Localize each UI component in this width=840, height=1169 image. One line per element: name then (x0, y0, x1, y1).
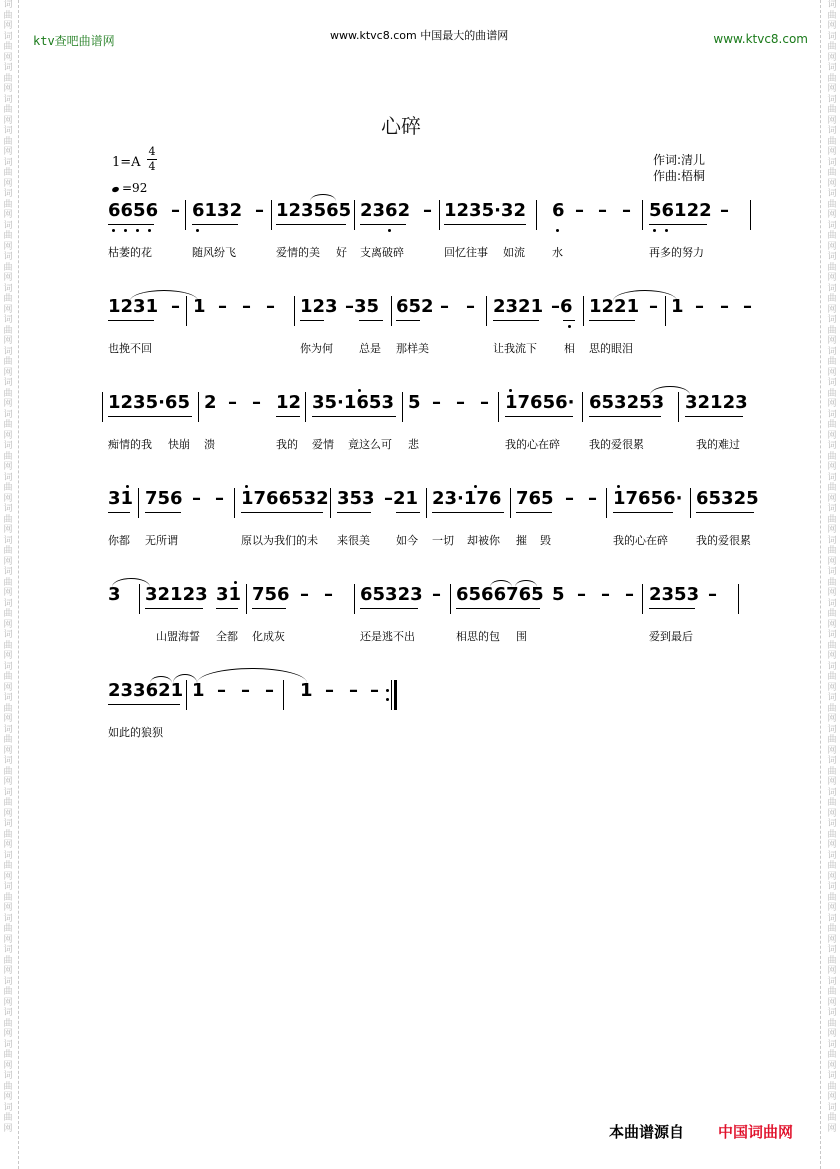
eighth-underline (505, 416, 573, 417)
lyric: 让我流下 (493, 342, 537, 355)
header-site-right[interactable]: www.ktvc8.com (713, 32, 808, 46)
lyric: 爱情的美 (276, 246, 320, 259)
note-group: 1221 (589, 296, 640, 317)
note-group: – (171, 200, 180, 221)
eighth-underline (276, 416, 300, 417)
right-dashed-rule (820, 0, 821, 1169)
bar-line (678, 392, 679, 422)
note-group: – (325, 680, 334, 701)
bar-line (583, 296, 584, 326)
lyric: 我的 (276, 438, 298, 451)
lyric: 竟这么可 (348, 438, 392, 451)
bar-line (354, 200, 355, 230)
lyric: 回忆往事 (444, 246, 488, 259)
low-octave-dot (136, 229, 139, 232)
lyric: 痴情的我 (108, 438, 152, 451)
eighth-underline (337, 512, 371, 513)
lyric: 我的心在碎 (505, 438, 560, 451)
eighth-underline (108, 320, 154, 321)
low-octave-dot (388, 229, 391, 232)
slur (310, 194, 336, 201)
bar-line (271, 200, 272, 230)
eighth-underline (312, 416, 396, 417)
note-group: 2321 (493, 296, 544, 317)
bar-line (439, 200, 440, 230)
note-group: 32123 (145, 584, 208, 605)
bar-line (305, 392, 306, 422)
composer: 作曲:梧桐 (653, 169, 706, 183)
low-octave-dot (568, 325, 571, 328)
note-group: – (432, 392, 441, 413)
note-group: – (622, 200, 631, 221)
lyric: 我的心在碎 (613, 534, 668, 547)
eighth-underline (563, 320, 575, 321)
eighth-underline (516, 512, 552, 513)
low-octave-dot (556, 229, 559, 232)
note-group: – (695, 296, 704, 317)
note-group: 2353 (649, 584, 700, 605)
bar-line (186, 680, 187, 710)
eighth-underline (685, 416, 743, 417)
bar-line (330, 488, 331, 518)
lyric: 我的爱很累 (589, 438, 644, 451)
eighth-underline (108, 224, 154, 225)
high-octave-dot (509, 389, 512, 392)
note-group: – (649, 296, 658, 317)
key-signature: 1=A (112, 155, 141, 170)
note-group: 1766532 (241, 488, 329, 509)
lyricist: 作词:清儿 (653, 153, 706, 167)
bar-line (750, 200, 751, 230)
tie (173, 674, 197, 683)
note-group: 123 (300, 296, 338, 317)
bar-line (642, 200, 643, 230)
lyric: 无所谓 (145, 534, 178, 547)
lyric: 原以为我们的未 (241, 534, 318, 547)
note-group: – (423, 200, 432, 221)
note-group: – (266, 296, 275, 317)
lyric: 如今 (396, 534, 418, 547)
note-group: 23·176 (432, 488, 502, 509)
side-watermark-right: 词曲网词曲网词曲网词曲网词曲网词曲网词曲网词曲网词曲网词曲网词曲网词曲网词曲网词曲网词曲网词曲网词曲网词曲网词曲网词曲网词曲网词曲网词曲网词曲网词曲网词曲网词曲网词曲网词曲网词曲网词曲网词曲网词曲网词曲网词曲网词曲网 (827, 0, 837, 1134)
note-group: – (743, 296, 752, 317)
note-group: –35 (345, 296, 380, 317)
lyric: 支离破碎 (360, 246, 404, 259)
low-octave-dot (665, 229, 668, 232)
note-group: 353 (337, 488, 375, 509)
tie (112, 578, 150, 587)
bar-line (139, 584, 140, 614)
note-group: 5 (552, 584, 565, 605)
lyric: 总是 (359, 342, 381, 355)
note-group: – (598, 200, 607, 221)
bar-line (582, 392, 583, 422)
high-octave-dot (126, 485, 129, 488)
low-octave-dot (196, 229, 199, 232)
eighth-underline (108, 512, 130, 513)
lyric: 围 (516, 630, 527, 643)
lyric: 也挽不回 (108, 342, 152, 355)
bar-line (246, 584, 247, 614)
high-octave-dot (245, 485, 248, 488)
note-group: 32123 (685, 392, 748, 413)
lyric: 我的爱很累 (696, 534, 751, 547)
bar-line (690, 488, 691, 518)
lyric: 却被你 (467, 534, 500, 547)
lyric: 那样美 (396, 342, 429, 355)
note-group: – (192, 488, 201, 509)
lyric: 还是逃不出 (360, 630, 415, 643)
left-dashed-rule (18, 0, 19, 1169)
note-group: 1 (193, 296, 206, 317)
final-bar-line-thin (391, 680, 392, 710)
footer-source-label: 本曲谱源自 (609, 1123, 685, 1141)
note-group: 756 (252, 584, 290, 605)
note-group: 123565 (276, 200, 352, 221)
time-bottom: 4 (148, 160, 156, 173)
bar-line (510, 488, 511, 518)
note-group: 5 (408, 392, 421, 413)
note-group: – (241, 680, 250, 701)
lyric: 来很美 (337, 534, 370, 547)
tie (130, 290, 198, 301)
lyric: 思的眼泪 (589, 342, 633, 355)
lyric: 再多的努力 (649, 246, 704, 259)
note-group: 1231 (108, 296, 159, 317)
tie (650, 386, 690, 395)
note-group: 31 (108, 488, 134, 509)
tempo-mark (112, 181, 147, 195)
side-watermark-left: 词曲网词曲网词曲网词曲网词曲网词曲网词曲网词曲网词曲网词曲网词曲网词曲网词曲网词曲网词曲网词曲网词曲网词曲网词曲网词曲网词曲网词曲网词曲网词曲网词曲网词曲网词曲网词曲网词曲网词曲网词曲网词曲网词曲网词曲网词曲网词曲网 (3, 0, 13, 1134)
note-group: – (300, 584, 309, 605)
note-group: 1235·65 (108, 392, 190, 413)
note-group: – (575, 200, 584, 221)
eighth-underline (252, 608, 286, 609)
lyric: 全都 (216, 630, 238, 643)
lyric: 水 (552, 246, 563, 259)
bar-line (536, 200, 537, 230)
note-group: 65323 (360, 584, 423, 605)
low-octave-dot (653, 229, 656, 232)
repeat-dot (386, 698, 389, 701)
lyric: 好 (336, 246, 347, 259)
note-group: 6566765 (456, 584, 544, 605)
note-group: – (720, 200, 729, 221)
lyric: 如流 (503, 246, 525, 259)
final-bar-line-thick (394, 680, 397, 710)
bar-line (283, 680, 284, 710)
time-top: 4 (148, 145, 156, 158)
note-group: – (440, 296, 449, 317)
eighth-underline (360, 224, 406, 225)
song-title: 心碎 (381, 114, 421, 138)
note-group: –21 (384, 488, 419, 509)
high-octave-dot (617, 485, 620, 488)
eighth-underline (276, 224, 346, 225)
footer-source-link[interactable]: 中国词曲网 (718, 1123, 794, 1141)
slur (490, 580, 512, 587)
note-group: – (324, 584, 333, 605)
note-group: – (252, 392, 261, 413)
lyric: 一切 (432, 534, 454, 547)
slur (515, 580, 537, 587)
eighth-underline (613, 512, 673, 513)
note-group: 1235·32 (444, 200, 526, 221)
note-group: – (708, 584, 717, 605)
high-octave-dot (358, 389, 361, 392)
bar-line (234, 488, 235, 518)
note-group: – (217, 680, 226, 701)
lyric: 如此的狼狈 (108, 726, 163, 739)
lyric: 你都 (108, 534, 130, 547)
lyric: 你为何 (300, 342, 333, 355)
eighth-underline (241, 512, 323, 513)
bar-line (450, 584, 451, 614)
note-group: 3 (108, 584, 121, 605)
bar-line (102, 392, 103, 422)
bar-line (294, 296, 295, 326)
lyric: 悲 (408, 438, 419, 451)
bar-line (354, 584, 355, 614)
bar-line (138, 488, 139, 518)
tie (613, 290, 677, 301)
lyric: 枯萎的花 (108, 246, 152, 259)
note-group: 2362 (360, 200, 411, 221)
quarter-note-icon (111, 186, 119, 193)
bar-line (498, 392, 499, 422)
tie (197, 668, 307, 683)
note-group: – (349, 680, 358, 701)
lyric: 溃 (204, 438, 215, 451)
note-group: 233621 (108, 680, 184, 701)
eighth-underline (396, 320, 420, 321)
tempo-value: =92 (122, 181, 148, 195)
note-group: – (265, 680, 274, 701)
lyric: 爱情 (312, 438, 334, 451)
note-group: 2 (204, 392, 217, 413)
note-group: – (255, 200, 264, 221)
note-group: – (480, 392, 489, 413)
bar-line (402, 392, 403, 422)
note-group: – (588, 488, 597, 509)
eighth-underline (216, 608, 238, 609)
eighth-underline (493, 320, 539, 321)
note-group: 6656 (108, 200, 159, 221)
bar-line (426, 488, 427, 518)
low-octave-dot (148, 229, 151, 232)
low-octave-dot (112, 229, 115, 232)
lyric: 爱到最后 (649, 630, 693, 643)
eighth-underline (444, 224, 526, 225)
high-octave-dot (474, 485, 477, 488)
eighth-underline (696, 512, 754, 513)
bar-line (606, 488, 607, 518)
note-group: – (215, 488, 224, 509)
eighth-underline (145, 608, 203, 609)
note-group: 1 (671, 296, 684, 317)
eighth-underline (360, 608, 418, 609)
lyric: 我的难过 (696, 438, 740, 451)
note-group: 12 (276, 392, 302, 413)
eighth-underline (432, 512, 504, 513)
bar-line (391, 296, 392, 326)
credits (653, 152, 705, 184)
note-group: – (171, 296, 180, 317)
bar-line (185, 200, 186, 230)
high-octave-dot (234, 581, 237, 584)
eighth-underline (649, 224, 707, 225)
lyric: 快崩 (168, 438, 190, 451)
note-group: – (370, 680, 379, 701)
note-group: – (625, 584, 634, 605)
note-group: – (577, 584, 586, 605)
note-group: – (432, 584, 441, 605)
note-group: – (218, 296, 227, 317)
low-octave-dot (124, 229, 127, 232)
note-group: 31 (216, 584, 242, 605)
bar-line (198, 392, 199, 422)
lyric: 化成灰 (252, 630, 285, 643)
note-group: 17656· (505, 392, 575, 413)
eighth-underline (359, 320, 383, 321)
lyric: 山盟海誓 (156, 630, 200, 643)
note-group: 652 (396, 296, 434, 317)
bar-line (738, 584, 739, 614)
header-site-center: www.ktvc8.com 中国最大的曲谱网 (330, 29, 509, 42)
repeat-dot (386, 689, 389, 692)
note-group: – (601, 584, 610, 605)
note-group: 56122 (649, 200, 712, 221)
lyric: 相思的包 (456, 630, 500, 643)
time-signature (147, 145, 157, 174)
note-group: – (242, 296, 251, 317)
note-group: – (565, 488, 574, 509)
note-group: –6 (551, 296, 573, 317)
lyric: 随风纷飞 (192, 246, 236, 259)
lyric: 相 (564, 342, 575, 355)
eighth-underline (589, 416, 661, 417)
eighth-underline (108, 416, 192, 417)
eighth-underline (649, 608, 695, 609)
eighth-underline (456, 608, 540, 609)
lyric: 摧 (516, 534, 527, 547)
note-group: – (466, 296, 475, 317)
eighth-underline (589, 320, 635, 321)
eighth-underline (300, 320, 324, 321)
eighth-underline (192, 224, 238, 225)
eighth-underline (108, 704, 180, 705)
note-group: 35·1653 (312, 392, 394, 413)
note-group: 6132 (192, 200, 243, 221)
note-group: 65325 (696, 488, 759, 509)
note-group: 756 (145, 488, 183, 509)
note-group: 1 (192, 680, 205, 701)
lyric: 毁 (540, 534, 551, 547)
slur (150, 676, 172, 683)
note-group: 17656· (613, 488, 683, 509)
eighth-underline (396, 512, 420, 513)
note-group: – (456, 392, 465, 413)
bar-line (642, 584, 643, 614)
note-group: 6 (552, 200, 565, 221)
header-site-left[interactable]: ktv查吧曲谱网 (33, 34, 115, 48)
note-group: – (720, 296, 729, 317)
note-group: 1 (300, 680, 313, 701)
bar-line (486, 296, 487, 326)
note-group: 765 (516, 488, 554, 509)
note-group: 653253 (589, 392, 665, 413)
note-group: – (228, 392, 237, 413)
eighth-underline (145, 512, 181, 513)
